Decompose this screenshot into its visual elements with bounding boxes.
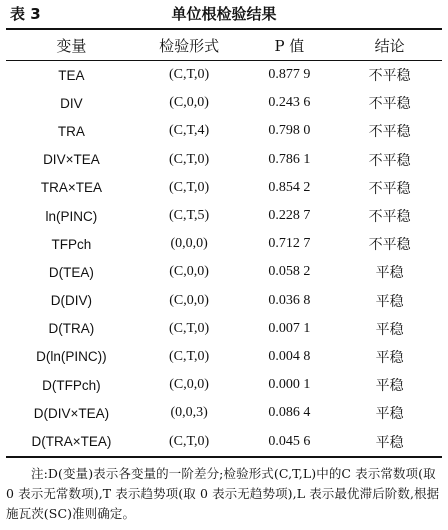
table-caption: [6, 0, 442, 28]
cell-test-form: (C,0,0): [169, 377, 209, 393]
table-row: [6, 202, 442, 230]
table-row: [6, 371, 442, 399]
table-row: [6, 427, 442, 456]
cell-test-form: (C,T,0): [169, 179, 210, 195]
cell-test-form: (0,0,3): [170, 405, 208, 421]
cell-test-form: (C,T,5): [169, 208, 210, 224]
cell-conclusion: 平稳: [375, 293, 404, 310]
cell-test-form: (C,0,0): [169, 95, 209, 111]
header-test-form: 检验形式: [159, 36, 220, 55]
cell-p-value: 0.228 7: [268, 208, 311, 224]
cell-p-value: 0.877 9: [268, 67, 311, 83]
cell-p-value: 0.004 8: [268, 348, 311, 364]
cell-test-form: (C,T,0): [169, 67, 210, 83]
table-row: [6, 117, 442, 145]
cell-variable: D(TRA×TEA): [31, 434, 112, 450]
cell-test-form: (C,0,0): [169, 292, 209, 308]
cell-p-value: 0.243 6: [268, 95, 311, 111]
table-row: [6, 174, 442, 202]
cell-test-form: (C,0,0): [169, 264, 209, 280]
cell-variable: D(TEA): [48, 264, 94, 280]
table-header-row: [6, 29, 442, 61]
cell-p-value: 0.854 2: [268, 179, 311, 195]
cell-conclusion: 平稳: [375, 378, 404, 395]
table-row: [6, 399, 442, 427]
cell-conclusion: 不平稳: [368, 237, 411, 254]
cell-p-value: 0.786 1: [268, 151, 311, 167]
cell-variable: TEA: [58, 67, 85, 83]
cell-conclusion: 不平稳: [368, 209, 411, 226]
cell-conclusion: 平稳: [375, 434, 404, 451]
cell-p-value: 0.712 7: [268, 236, 311, 252]
cell-test-form: (C,T,0): [169, 151, 210, 167]
cell-conclusion: 平稳: [375, 349, 404, 366]
cell-variable: TRA: [57, 123, 85, 139]
cell-conclusion: 平稳: [375, 265, 404, 282]
cell-conclusion: 不平稳: [368, 124, 411, 141]
table-row: [6, 146, 442, 174]
cell-p-value: 0.798 0: [268, 123, 311, 139]
table-row: [6, 89, 442, 117]
header-variable: 变量: [56, 36, 87, 55]
table-body: [6, 61, 442, 457]
cell-p-value: 0.000 1: [268, 377, 311, 393]
header-p-value: P 值: [274, 36, 305, 55]
cell-conclusion: 不平稳: [368, 68, 411, 85]
table-row: [6, 230, 442, 258]
cell-test-form: (C,T,0): [169, 433, 210, 449]
cell-variable: D(DIV×TEA): [33, 405, 110, 421]
cell-conclusion: 不平稳: [368, 96, 411, 113]
cell-variable: DIV×TEA: [43, 152, 100, 168]
cell-p-value: 0.007 1: [268, 320, 311, 336]
table-row: [6, 343, 442, 371]
table-label: 表 3: [10, 5, 41, 23]
cell-test-form: (C,T,0): [169, 320, 210, 336]
cell-p-value: 0.058 2: [268, 264, 311, 280]
cell-test-form: (C,T,4): [169, 123, 210, 139]
cell-conclusion: 平稳: [375, 406, 404, 423]
cell-test-form: (C,T,0): [169, 348, 210, 364]
table-row: [6, 258, 442, 286]
cell-conclusion: 平稳: [375, 321, 404, 338]
table-row: [6, 61, 442, 90]
cell-conclusion: 不平稳: [368, 180, 411, 197]
cell-variable: D(TRA): [48, 321, 95, 337]
cell-p-value: 0.045 6: [268, 433, 311, 449]
cell-variable: D(ln(PINC)): [36, 349, 107, 365]
table-row: [6, 315, 442, 343]
table-title: 单位根检验结果: [171, 5, 277, 23]
cell-p-value: 0.086 4: [268, 405, 311, 421]
cell-variable: D(DIV): [50, 293, 93, 309]
cell-conclusion: 不平稳: [368, 152, 411, 169]
unit-root-test-table: [6, 28, 442, 458]
cell-variable: DIV: [60, 95, 83, 111]
cell-variable: ln(PINC): [45, 208, 98, 224]
cell-test-form: (0,0,0): [170, 236, 208, 252]
cell-variable: D(TFPch): [42, 377, 101, 393]
cell-variable: TRA×TEA: [40, 180, 102, 196]
cell-variable: TFPch: [51, 236, 92, 252]
table-row: [6, 287, 442, 315]
cell-p-value: 0.036 8: [268, 292, 311, 308]
header-conclusion: 结论: [374, 36, 405, 55]
table-note: 注:D(变量)表示各变量的一阶差分;检验形式(C,T,L)中的C 表示常数项(取 0 表示无常数项),T 表示趋势项(取 0 表示无趋势项),L 表示最优滞后阶数,根据施瓦茨(SC)准则确定。: [6, 465, 440, 521]
